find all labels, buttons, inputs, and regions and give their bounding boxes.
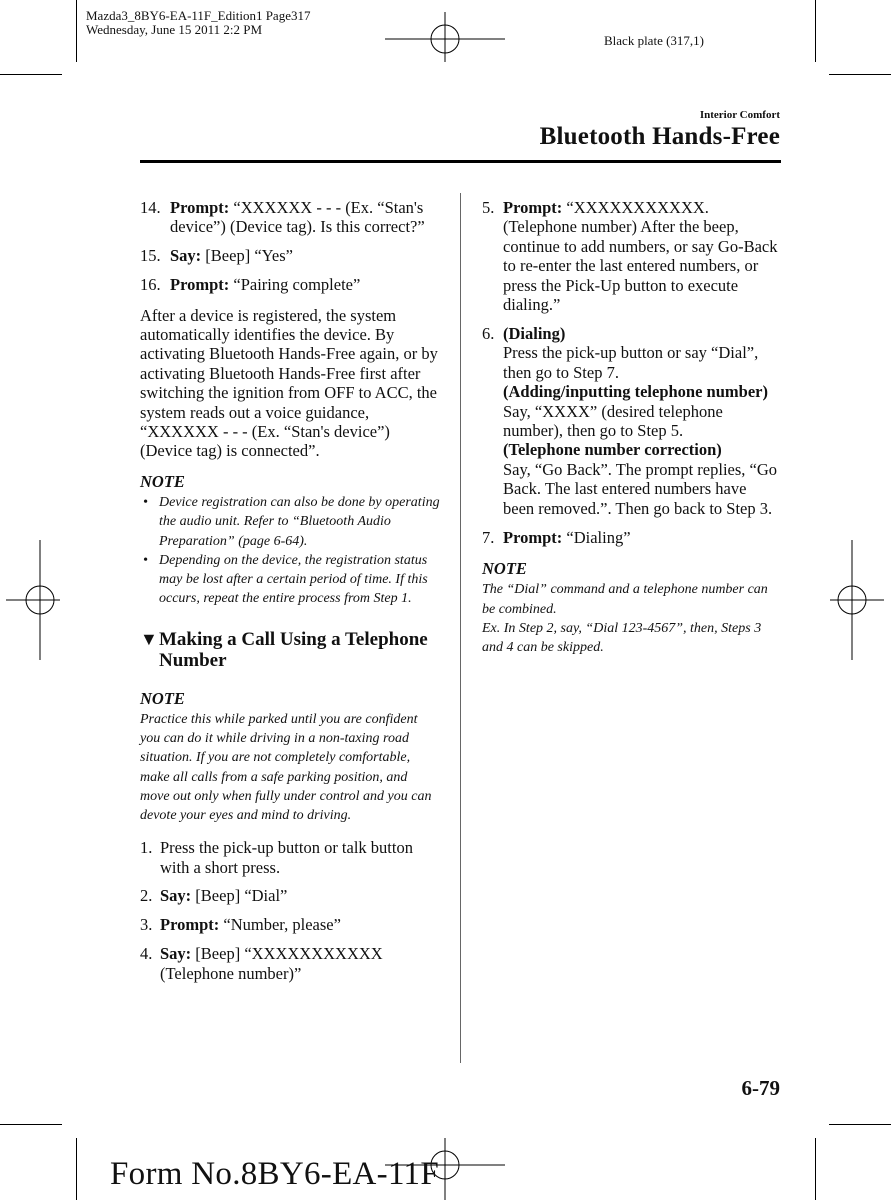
step-text: “XXXXXXXXXXX. (Telephone number) After the beep, continue to add numbers, or say Go-Back to re-enter the last entered numbers, or press the Pick-Up button to execute dialing.” <box>503 198 778 315</box>
registration-mark-left <box>6 540 60 660</box>
bullet-text: Depending on the device, the registration status may be lost after a certain period of time. If this occurs, repeat the entire process from Step 1. <box>159 552 428 607</box>
step-item <box>482 324 780 518</box>
registration-mark-right <box>830 540 884 660</box>
crop-mark <box>815 0 816 62</box>
step-item <box>140 198 440 237</box>
step-label: Say: <box>160 944 192 964</box>
step-text: Say, “XXXX” (desired telephone number), then go to Step 5. <box>503 401 723 440</box>
step-text: “Dialing” <box>562 527 631 547</box>
plate-label: Black plate (317,1) <box>604 33 704 48</box>
body-paragraph: After a device is registered, the system automatically identifies the device. By activating Bluetooth Hands-Free again, or by activating Bluetooth Hands-Free first after switching the ignition from OFF to ACC, the system reads out a voice guidance, “XXXXXX - - - (Ex. “Stan's device”) (Device tag) is connected”. <box>140 305 438 461</box>
step-subheading: (Dialing) <box>503 323 566 343</box>
step-number: 2. <box>140 886 153 906</box>
page-title: Bluetooth Hands-Free <box>539 123 780 150</box>
step-item <box>482 528 780 547</box>
note-line: The “Dial” command and a telephone number can be combined. <box>482 582 768 617</box>
subheading-text: Making a Call Using a Telephone Number <box>159 628 428 671</box>
step-text: “Number, please” <box>219 915 341 935</box>
note-heading: NOTE <box>140 471 185 491</box>
step-text: [Beep] “Yes” <box>201 246 293 266</box>
step-text: “Pairing complete” <box>229 275 361 295</box>
step-item <box>140 944 440 983</box>
step-label: Prompt: <box>170 275 230 295</box>
crop-mark <box>0 1124 62 1125</box>
step-item <box>140 275 440 294</box>
step-item <box>140 886 440 905</box>
step-label: Prompt: <box>170 198 230 217</box>
bullet-dot: • <box>143 552 148 568</box>
step-label: Say: <box>160 886 192 906</box>
crop-mark <box>76 1138 77 1200</box>
bullet-text: Device registration can also be done by operating the audio unit. Refer to “Bluetooth Audio Preparation” (page 6-64). <box>159 495 440 549</box>
crop-mark <box>829 1124 891 1125</box>
step-label: Say: <box>170 246 202 266</box>
step-number: 16. <box>140 275 161 295</box>
step-text: [Beep] “XXXXXXXXXXX (Telephone number)” <box>160 944 383 983</box>
step-item <box>482 198 780 314</box>
step-number: 5. <box>482 198 495 217</box>
note-block <box>140 493 440 608</box>
step-number: 7. <box>482 527 495 547</box>
note-line: Ex. In Step 2, say, “Dial 123-4567”, then, Steps 3 and 4 can be skipped. <box>482 620 762 655</box>
left-column <box>140 198 440 983</box>
crop-mark <box>815 1138 816 1200</box>
page-number: 6-79 <box>741 1076 780 1100</box>
form-number: Form No.8BY6-EA-11F <box>110 1156 439 1192</box>
note-heading: NOTE <box>140 688 185 708</box>
step-text: Press the pick-up button or say “Dial”, then go to Step 7. <box>503 343 759 382</box>
step-item <box>140 246 440 265</box>
crop-mark <box>0 74 62 75</box>
step-text: Say, “Go Back”. The prompt replies, “Go Back. The last entered numbers have been removed.”. Then go back to Step 3. <box>503 459 778 518</box>
print-file-line: Mazda3_8BY6-EA-11F_Edition1 Page317 <box>86 8 311 23</box>
note-text <box>482 580 780 657</box>
bullet-dot: • <box>143 495 148 511</box>
right-column <box>482 198 780 657</box>
step-number: 14. <box>140 198 161 217</box>
column-divider <box>460 193 461 1063</box>
call-steps <box>140 838 440 983</box>
step-subheading: (Adding/inputting telephone number) <box>503 382 768 402</box>
step-item <box>140 915 440 934</box>
registration-mark-top <box>385 12 505 62</box>
note-heading: NOTE <box>482 558 527 578</box>
section-label: Interior Comfort <box>699 109 780 121</box>
step-item <box>140 838 440 877</box>
triangle-marker-icon: ▼ <box>140 628 158 649</box>
subheading <box>140 629 440 671</box>
title-rule <box>140 160 781 163</box>
step-label: Prompt: <box>503 198 563 217</box>
crop-mark <box>76 0 77 62</box>
step-text: [Beep] “Dial” <box>191 886 288 906</box>
crop-mark <box>829 74 891 75</box>
note-bullet <box>140 551 440 609</box>
note-bullet <box>140 493 440 551</box>
step-subheading: (Telephone number correction) <box>503 440 722 460</box>
step-label: Prompt: <box>160 915 220 935</box>
step-number: 6. <box>482 323 495 343</box>
step-number: 3. <box>140 915 153 935</box>
print-date-line: Wednesday, June 15 2011 2:2 PM <box>86 22 263 37</box>
note-text: Practice this while parked until you are confident you can do it while driving in a non-taxing road situation. If you are not completely comfortable, make all calls from a safe parking position, and move out only when fully under control and you can devote your eyes and mind to driving. <box>140 711 432 823</box>
step-text: Press the pick-up button or talk button with a short press. <box>160 838 413 877</box>
step-number: 15. <box>140 246 161 266</box>
step-text: “XXXXXX - - - (Ex. “Stan's device”) (Device tag). Is this correct?” <box>170 198 425 237</box>
step-label: Prompt: <box>503 527 563 547</box>
step-number: 1. <box>140 838 153 858</box>
step-number: 4. <box>140 944 153 964</box>
